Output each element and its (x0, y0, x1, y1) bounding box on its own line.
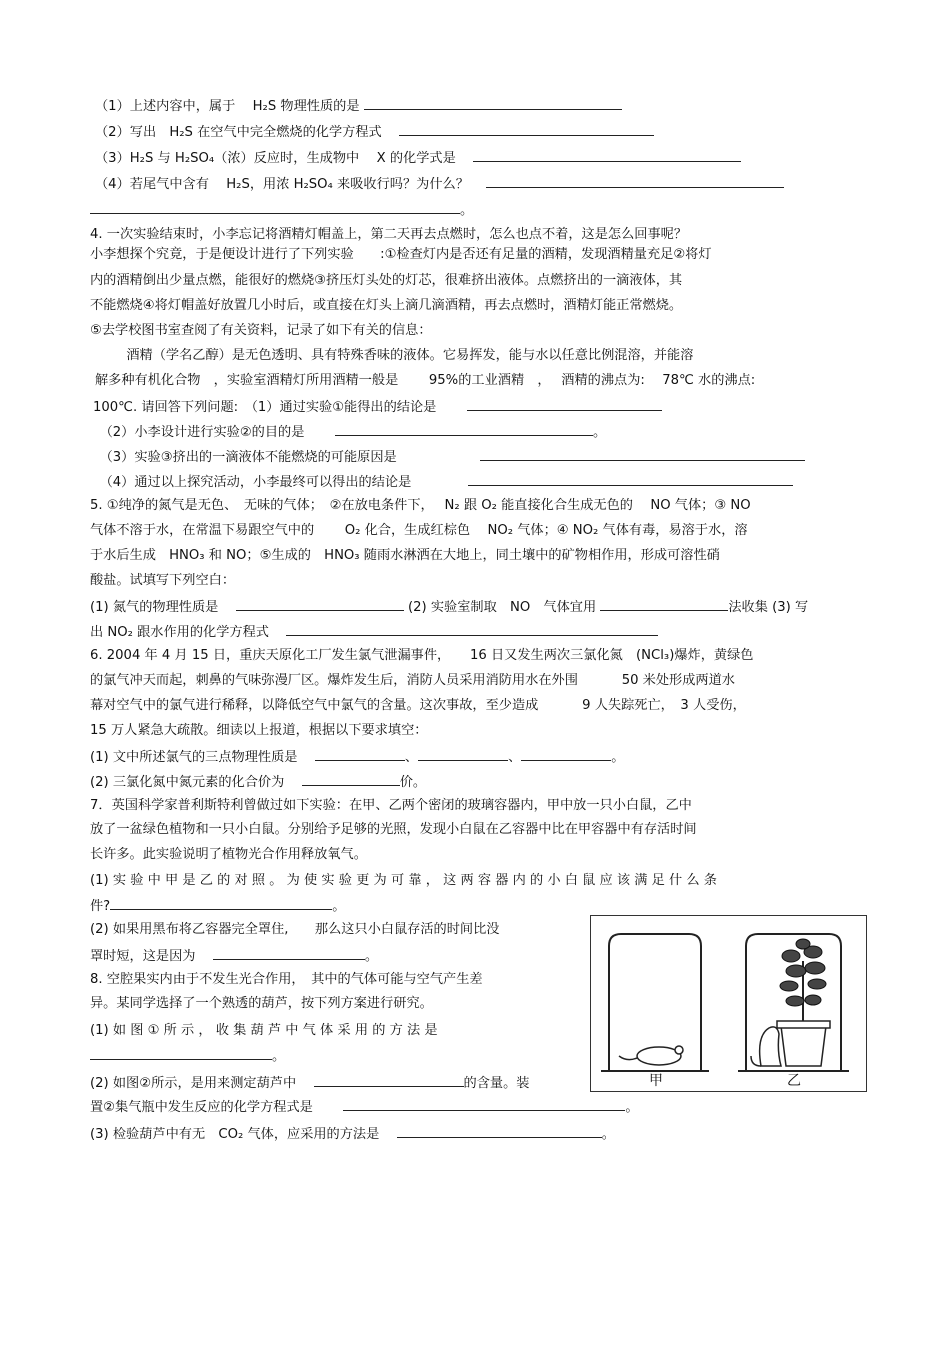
text: 5. ①纯净的氮气是无色、 无味的气体； ②在放电条件下， N₂ 跟 O₂ 能直接化合生成无色的 NO 气体；③ NO (90, 498, 751, 513)
q8-line-5 (90, 1073, 529, 1093)
q6-line-1 (90, 647, 753, 665)
text-after: 。 (272, 1049, 286, 1064)
q7-line-1 (90, 797, 692, 815)
text: 酒精（学名乙醇）是无色透明、具有特殊香味的液体。它易挥发，能与水以任意比例混溶，并能溶 (100, 348, 694, 363)
text: (1) 文中所述氯气的三点物理性质是 (90, 750, 315, 765)
answer-blank[interactable] (286, 622, 658, 636)
text-end: 。 (611, 750, 625, 765)
q4-line-11 (93, 472, 793, 492)
text: 于水后生成 HNO₃ 和 NO；⑤生成的 HNO₃ 随雨水淋洒在大地上，同土壤中的矿物相作用，形成可溶性硝 (90, 548, 720, 563)
text: （3）H₂S 与 H₂SO₄（浓）反应时，生成物中 X 的化学式是 (95, 151, 474, 166)
q8-line-3 (90, 1022, 438, 1040)
text-after: 。 (364, 949, 379, 964)
q5-line-2 (90, 522, 748, 540)
answer-blank[interactable] (486, 174, 784, 188)
text: (2) 如果用黑布将乙容器完全罩住, 那么这只小白鼠存活的时间比没 (90, 922, 500, 937)
text: 4. 一次实验结束时，小李忘记将酒精灯帽盖上，第二天再去点燃时，怎么也点不着，这是怎么回事呢？ (90, 227, 688, 242)
text-after: (2) 实验室制取 NO 气体宜用 (403, 600, 601, 615)
flower-pot-icon (781, 1026, 826, 1066)
experiment-figure (590, 915, 867, 1092)
answer-blank[interactable] (600, 597, 728, 611)
text: 内的酒精倒出少量点燃，能很好的燃烧③挤压灯头处的灯芯，很难挤出液体。点燃挤出的一滴液体，其 (90, 273, 683, 288)
text: 罩时短，这是因为 (90, 949, 213, 964)
answer-blank[interactable] (90, 1046, 272, 1060)
answer-blank[interactable] (110, 896, 332, 910)
mouse-sitting-icon (760, 1027, 781, 1066)
q3-line-1 (95, 96, 622, 116)
answer-blank[interactable] (364, 96, 622, 110)
text-sep: 、 (508, 750, 522, 765)
text: 100℃. 请回答下列问题: （1）通过实验①能得出的结论是 (93, 400, 467, 415)
text-after: 。 (625, 1100, 639, 1115)
q7-line-5 (90, 896, 345, 916)
q3-line-2 (95, 122, 654, 142)
text-after: 价。 (399, 775, 427, 790)
q4-line-7 (95, 372, 755, 390)
label-yi: 乙 (787, 1073, 801, 1089)
answer-blank[interactable] (399, 122, 654, 136)
text: ⑤去学校图书室查阅了有关资料，记录了如下有关的信息： (90, 323, 432, 338)
q8-line-1 (90, 971, 483, 989)
text: 长许多。此实验说明了植物光合作用释放氧气。 (90, 847, 367, 862)
text: 件? (90, 899, 111, 914)
q6-line-2 (90, 672, 735, 690)
q7-line-3 (90, 846, 367, 864)
q5-line-3 (90, 547, 720, 565)
answer-blank[interactable] (521, 747, 611, 761)
text: 的氯气冲天而起，刺鼻的气味弥漫厂区。爆炸发生后，消防人员采用消防用水在外围 50 米处形成两道水 (90, 673, 735, 688)
text-after: 。 (601, 1127, 615, 1142)
text: （4）若尾气中含有 H₂S，用浓 H₂SO₄ 来吸收行吗？为什么？ (95, 177, 487, 192)
q4-line-6 (100, 347, 693, 365)
text: 8. 空腔果实内由于不发生光合作用， 其中的气体可能与空气产生差 (90, 972, 483, 987)
text: 小李想探个究竟，于是便设计进行了下列实验 :①检查灯内是否还有足量的酒精，发现酒精量充足②将灯 (90, 247, 712, 262)
text: 出 NO₂ 跟水作用的化学方程式 (90, 625, 287, 640)
text: 15 万人紧急大疏散。细读以上报道，根据以下要求填空： (90, 723, 428, 738)
text: （3）实验③挤出的一滴液体不能燃烧的可能原因是 (93, 450, 481, 465)
q3-line-4 (95, 174, 784, 194)
answer-blank[interactable] (468, 472, 793, 486)
text-after: 的含量。装 (463, 1076, 530, 1091)
answer-blank[interactable] (213, 946, 365, 960)
answer-blank[interactable] (90, 200, 460, 214)
q8-line-2 (90, 995, 433, 1013)
answer-blank[interactable] (315, 747, 405, 761)
q8-line-4 (90, 1046, 285, 1066)
q3-line-3 (95, 148, 741, 168)
text: （2）写出 H₂S 在空气中完全燃烧的化学方程式 (95, 125, 400, 140)
q6-line-3 (90, 697, 746, 715)
text-after: 。 (460, 203, 474, 218)
text-after: 、 (404, 750, 419, 765)
text: (1) 如 图 ① 所 示 ， 收 集 葫 芦 中 气 体 采 用 的 方 法 是 (90, 1023, 438, 1038)
answer-blank[interactable] (314, 1073, 464, 1087)
q5-line-6 (90, 622, 658, 642)
text: （1）上述内容中，属于 H₂S 物理性质的是 (95, 99, 364, 114)
answer-blank[interactable] (335, 422, 593, 436)
q8-line-7 (90, 1124, 615, 1144)
q4-line-5 (90, 322, 432, 340)
text: 气体不溶于水，在常温下易跟空气中的 O₂ 化合，生成红棕色 NO₂ 气体；④ NO₂ 气体有毒，易溶于水，溶 (90, 523, 748, 538)
q7-line-4 (90, 872, 717, 890)
q4-line-10 (93, 447, 805, 467)
q7-line-6 (90, 921, 500, 939)
answer-blank[interactable] (343, 1097, 625, 1111)
q4-line-1 (90, 226, 687, 244)
q4-line-8 (93, 397, 662, 417)
q5-line-5 (90, 597, 808, 617)
q4-line-2 (90, 246, 712, 264)
q6-line-6 (90, 772, 426, 792)
text: (2) 如图②所示，是用来测定葫芦中 (90, 1076, 314, 1091)
q5-line-4 (90, 572, 235, 590)
text: 不能燃烧④将灯帽盖好放置几小时后，或直接在灯头上滴几滴酒精，再去点燃时，酒精灯能正常燃烧。 (90, 298, 683, 313)
q4-line-9 (93, 422, 606, 442)
text: （2）小李设计进行实验②的目的是 (93, 425, 335, 440)
text: 置②集气瓶中发生反应的化学方程式是 (90, 1100, 344, 1115)
q6-line-5 (90, 747, 624, 767)
text: 放了一盆绿色植物和一只小白鼠。分别给予足够的光照，发现小白鼠在乙容器中比在甲容器中有存活时间 (90, 822, 697, 837)
q7-line-7 (90, 946, 378, 966)
q4-line-3 (90, 272, 682, 290)
q3-line-5 (90, 200, 473, 220)
text: (3) 检验葫芦中有无 CO₂ 气体，应采用的方法是 (90, 1127, 397, 1142)
q7-line-2 (90, 821, 697, 839)
text: (1) 氮气的物理性质是 (90, 600, 236, 615)
text-after: 。 (593, 425, 607, 440)
answer-blank[interactable] (480, 447, 805, 461)
text: 6. 2004 年 4 月 15 日，重庆天原化工厂发生氯气泄漏事件， 16 日又发生两次三氯化氮 (NCl₃)爆炸，黄绿色 (90, 648, 754, 663)
text: 解多种有机化合物 ，实验室酒精灯所用酒精一般是 95%的工业酒精 ， 酒精的沸点为: 78℃ 水的沸点: (95, 373, 756, 388)
answer-blank[interactable] (467, 397, 662, 411)
text: 幕对空气中的氯气进行稀释，以降低空气中氯气的含量。这次事故，至少造成 9 人失踪死亡， 3 人受伤， (90, 698, 746, 713)
answer-blank[interactable] (397, 1124, 602, 1138)
q8-line-6 (90, 1097, 639, 1117)
answer-blank[interactable] (236, 597, 404, 611)
text: (2) 三氯化氮中氮元素的化合价为 (90, 775, 302, 790)
text: 异。某同学选择了一个熟透的葫芦，按下列方案进行研究。 (90, 996, 433, 1011)
q6-line-4 (90, 722, 427, 740)
text-tail: 法收集 (3) 写 (728, 600, 809, 615)
answer-blank[interactable] (473, 148, 741, 162)
q4-line-4 (90, 297, 682, 315)
experiment-illustration (591, 916, 866, 1091)
text: 酸盐。试填写下列空白： (90, 573, 236, 588)
text-after: 。 (332, 899, 346, 914)
text: (1) 实 验 中 甲 是 乙 的 对 照 。 为 使 实 验 更 为 可 靠 ， 这 两 容 器 内 的 小 白 鼠 应 该 满 足 什 么 条 (90, 873, 717, 888)
q5-line-1 (90, 497, 751, 515)
text: （4）通过以上探究活动，小李最终可以得出的结论是 (93, 475, 469, 490)
answer-blank[interactable] (418, 747, 508, 761)
label-jia: 甲 (649, 1073, 663, 1089)
answer-blank[interactable] (302, 772, 400, 786)
text: 7．英国科学家普利斯特利曾做过如下实验：在甲、乙两个密闭的玻璃容器内，甲中放一只小白鼠，乙中 (90, 798, 692, 813)
